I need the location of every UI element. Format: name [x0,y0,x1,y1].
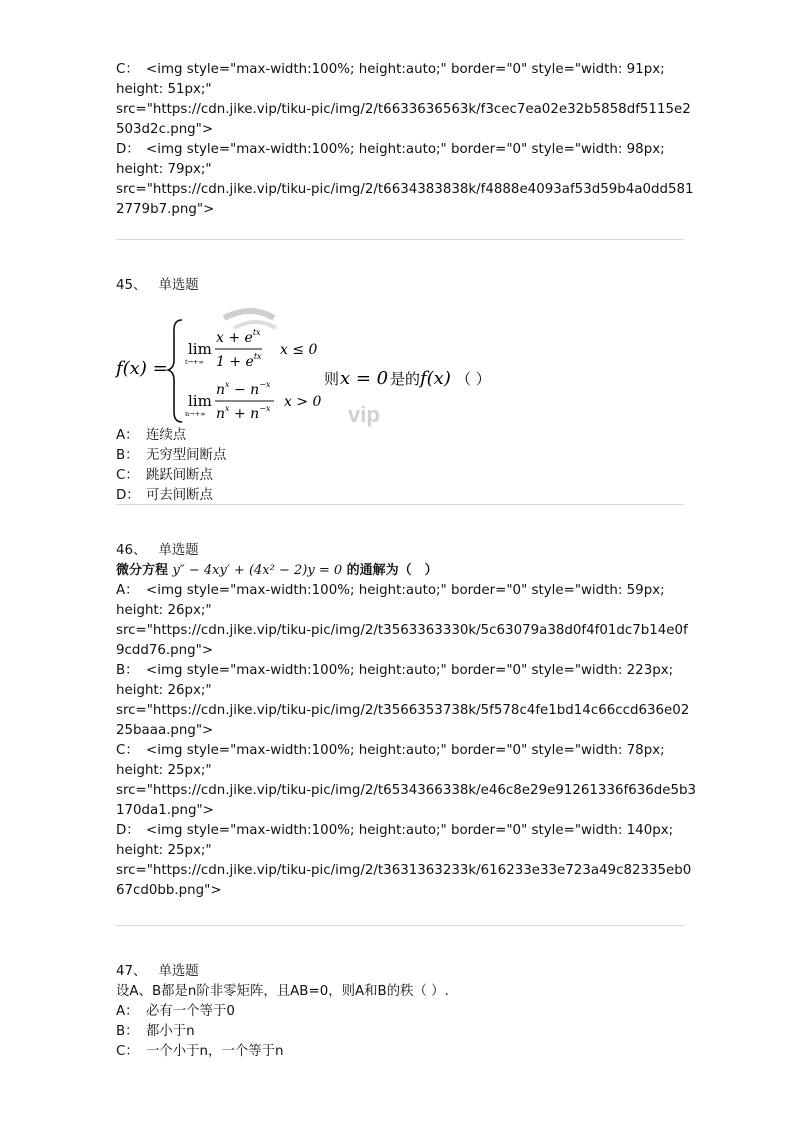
question-stem: 设A、B都是n阶非零矩阵，且AB=0，则A和B的秩（ ）. [116,984,449,999]
option-text: 可去间断点 [146,488,213,503]
option-text-line: 2779b7.png"> [116,202,215,217]
question-47 [116,962,696,1062]
condition: x ≤ 0 [280,342,318,358]
option-text: 无穷型间断点 [146,448,227,463]
option-text-line: src="https://cdn.jike.vip/tiku-pic/img/2/t3563363330k/5c63079a38d0f4f01dc7b14e0f [116,623,688,638]
tail-equation: x = 0 [340,368,389,389]
question-number: 45、 [116,278,147,293]
option-key: C： [116,62,139,77]
option-text-line: 67cd0bb.png"> [116,883,222,898]
option-text-line: src="https://cdn.jike.vip/tiku-pic/img/2/t3631363233k/616233e33e723a49c82335eb0 [116,863,692,878]
option-c[interactable]: C： <img style="max-width:100%; height:auto;" border="0" style="width: 78px; [116,741,696,761]
tail-text: 是的 [390,370,421,388]
option-key: D： [116,488,140,503]
limit-label: lim [188,340,212,358]
option-d[interactable]: D： <img style="max-width:100%; height:auto;" border="0" style="width: 98px; [116,140,696,160]
option-text-line: src="https://cdn.jike.vip/tiku-pic/img/2/t6534366338k/e46c8e29e91261336f636de5b3 [116,783,697,798]
option-text: 都小于n [146,1024,195,1039]
option-key: D： [116,823,140,838]
question-header [116,276,696,296]
question-type: 单选题 [158,278,199,293]
option-text-line: 170da1.png"> [116,803,214,818]
option-b[interactable] [116,1022,696,1042]
question-46 [116,541,696,901]
option-text: 一个小于n，一个等于n [146,1044,284,1059]
option-a[interactable] [116,426,696,446]
option-text-line: height: 26px;" [116,683,212,698]
divider [116,239,684,240]
fraction-numerator: $n^x - n^{-x}$ [216,380,271,398]
option-c[interactable] [116,466,696,486]
fraction-denominator: $1 + e^{tx}$ [216,352,262,370]
option-key: D： [116,142,140,157]
option-key: B： [116,1024,139,1039]
tail-paren: （ ） [456,370,491,388]
question-45 [116,276,696,506]
question-number: 47、 [116,964,147,979]
tail-fx: f(x) [420,368,451,389]
option-text: 必有一个等于0 [146,1004,235,1019]
option-b[interactable] [116,446,696,466]
option-text-line: height: 25px;" [116,763,212,778]
formula-svg [116,298,516,428]
fraction-denominator: $n^x + n^{-x}$ [216,404,271,422]
option-text: 连续点 [146,428,187,443]
watermark-text: vip [348,402,380,427]
option-key: B： [116,448,139,463]
option-text-line: 25baaa.png"> [116,723,214,738]
limit-sub: t→+∞ [185,358,204,366]
option-key: A： [116,583,139,598]
divider [116,504,684,505]
question-formula-image [116,298,491,427]
option-text-line: src="https://cdn.jike.vip/tiku-pic/img/2/t6634383838k/f4888e4093af53d59b4a0dd581 [116,182,694,197]
option-b[interactable]: B： <img style="max-width:100%; height:auto;" border="0" style="width: 223px; [116,661,696,681]
option-text-line: src="https://cdn.jike.vip/tiku-pic/img/2/t3566353738k/5f578c4fe1bd14c66ccd636e02 [116,703,690,718]
question-stem: 微分方程 y″ − 4xy′ + (4x² − 2)y = 0 的通解为（ ） [116,563,438,578]
option-d[interactable]: D： <img style="max-width:100%; height:auto;" border="0" style="width: 140px; [116,821,696,841]
brace [168,320,182,422]
option-c[interactable]: C： <img style="max-width:100%; height:auto;" border="0" style="width: 91px; [116,60,696,80]
option-key: C： [116,468,139,483]
option-text-line: height: 51px;" [116,82,212,97]
equation: y″ − 4xy′ + (4x² − 2)y = 0 [172,563,343,578]
option-key: B： [116,663,139,678]
prev-question-options [116,60,696,220]
watermark-arc [224,311,274,318]
question-number: 46、 [116,543,147,558]
option-key: A： [116,428,139,443]
option-text-line: 503d2c.png"> [116,122,214,137]
fraction-numerator: $x + e^{tx}$ [216,328,261,346]
tail-text: 则 [324,370,340,388]
question-type: 单选题 [158,543,199,558]
option-d[interactable] [116,486,696,506]
limit-sub: n→+∞ [185,410,206,418]
option-text: 跳跃间断点 [146,468,213,483]
condition: x > 0 [284,394,322,410]
question-type: 单选题 [158,964,199,979]
option-key: C： [116,743,139,758]
f-label: f(x) = [116,358,168,379]
option-a[interactable]: A： <img style="max-width:100%; height:auto;" border="0" style="width: 59px; [116,581,696,601]
option-text-line: height: 79px;" [116,162,212,177]
question-header [116,962,696,982]
divider [116,925,684,926]
option-c[interactable] [116,1042,696,1062]
question-header [116,541,696,561]
option-key: C： [116,1044,139,1059]
option-text-line: src="https://cdn.jike.vip/tiku-pic/img/2/t6633636563k/f3cec7ea02e32b5858df5115e2 [116,102,691,117]
limit-label: lim [188,392,212,410]
option-text-line: height: 26px;" [116,603,212,618]
option-text-line: 9cdd76.png"> [116,643,214,658]
option-key: A： [116,1004,139,1019]
option-a[interactable] [116,1002,696,1022]
option-text-line: height: 25px;" [116,843,212,858]
